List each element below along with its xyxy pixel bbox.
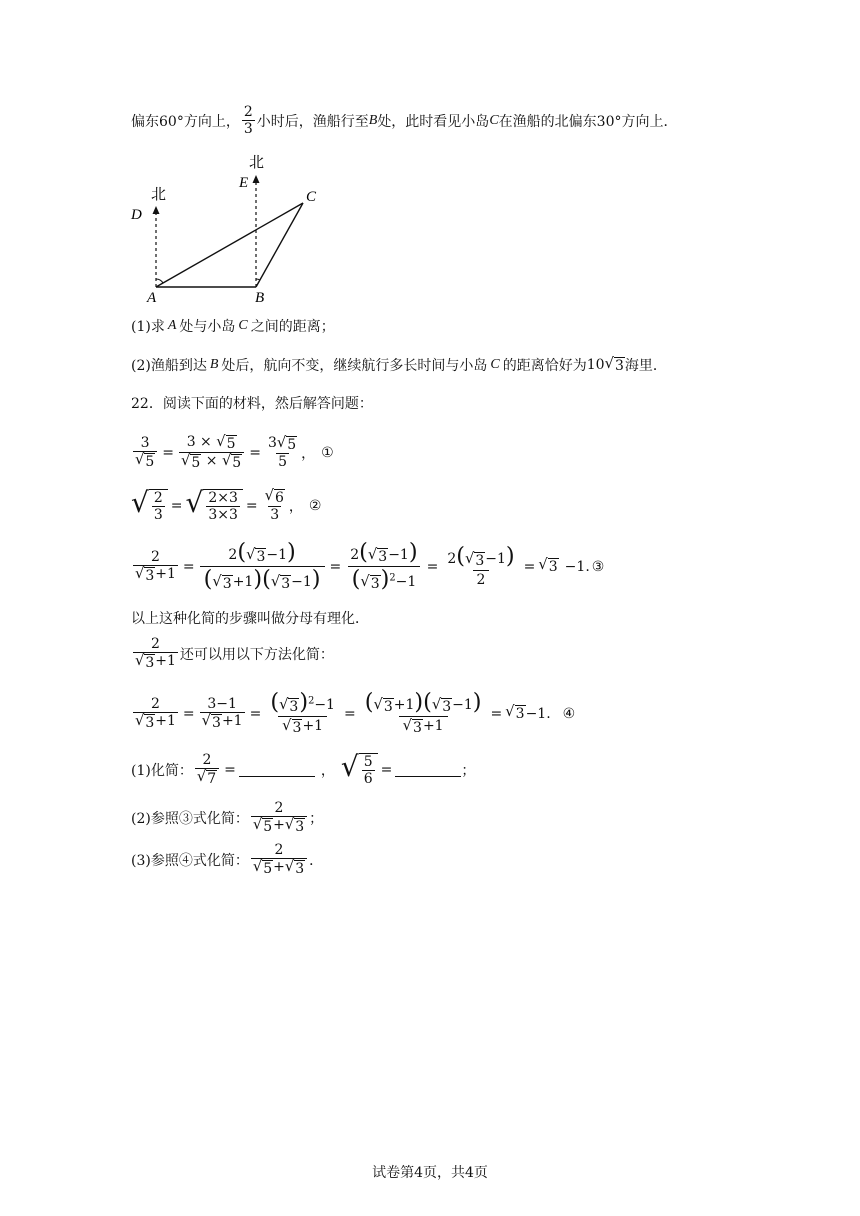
two-thirds-fraction: $\frac{2}{3}$ [243, 104, 253, 138]
q22-sub1: (1)化简： 2 √ 7 = ， √ $\frac{5}{6}$ = ； [131, 749, 476, 788]
rationalize-note: 以上这种化简的步骤叫做分母有理化． [131, 611, 369, 627]
equation-2-marker: ② [308, 497, 322, 514]
q21-p2-text-d: 海里． [624, 358, 667, 374]
page-footer: 试卷第4页，共4页 [372, 1165, 488, 1181]
q21-p2-text-a: (2)渔船到达 [131, 358, 207, 374]
equation-2: √ $\frac{2}{3}$ = √ $\frac{2\times 3}{3\times 3}$ = √ 6 3 ， ② [131, 485, 322, 524]
q21-p1-text-c: 之间的距离； [250, 319, 335, 335]
north-label-left: 北 [151, 187, 167, 203]
equation-4-marker: ④ [562, 705, 576, 722]
north-label-right: 北 [249, 155, 265, 171]
segment-bc [256, 203, 303, 287]
alternative-method-line: 2 √ 3 +1 还可以用以下方法化简： [135, 636, 334, 672]
segment-ac [156, 203, 303, 287]
equation-1: 3 √ 5 = 3 × √ 5 √ 5 × √ 5 = 3 √ 5 5 ， ① [135, 433, 334, 472]
q21-p1-text-a: (1)求 [131, 319, 165, 335]
q22-sub2: (2)参照③式化简： 2 √ 5 + √ 3 ； [131, 800, 324, 836]
sub1-label: (1)化简： [131, 762, 193, 779]
equation-1-marker: ① [321, 444, 334, 461]
label-e: E [239, 175, 249, 191]
q22-sub3: (3)参照④式化简： 2 √ 5 + √ 3 ． [131, 842, 324, 878]
answer-blank-1[interactable] [239, 762, 315, 777]
navigation-diagram [125, 150, 335, 310]
label-d: D [131, 207, 142, 223]
distance-coefficient: 10 [586, 357, 605, 373]
intro-text-a: 偏东60°方向上， [131, 113, 240, 130]
label-b: B [255, 290, 265, 306]
intro-text-b: 小时后，渔船行至 [256, 113, 369, 130]
equation-4: 2 √ 3 +1 = 3−1 √ 3 +1 = ( √ 3 )$^2$−1 √ 3 +1 = ( √ 3 +1)( √ 3 −1) √ 3 +1 = √ 3 −1 . ④ [135, 689, 576, 737]
angle-mark-b [256, 279, 260, 280]
q21-p1-point-c: C [238, 318, 248, 333]
angle-mark-a [156, 279, 163, 283]
q21-p1-text-b: 处与小岛 [179, 319, 236, 335]
q21-p2-text-c: 的距离恰好为 [502, 358, 587, 374]
arrow-up-icon [253, 175, 260, 183]
intro-text-c: 处，此时看见小岛 [377, 113, 490, 130]
point-c-ref: C [489, 112, 499, 128]
sqrt-three: √ 3 [604, 354, 624, 374]
label-a: A [147, 290, 157, 306]
q21-p1-point-a: A [167, 318, 177, 333]
sub2-label: (2)参照③式化简： [131, 810, 249, 827]
q22-heading: 22．阅读下面的材料，然后解答问题： [131, 396, 373, 412]
equation-3: 2 √ 3 +1 = 2( √ 3 −1) ( √ 3 +1)( √ 3 −1) = 2( √ 3 −1) ( √ 3 )$^2$−1 = 2( √ 3 −1) 2 = √ 3 −1 . ③ [135, 539, 605, 593]
intro-text-d: 在渔船的北偏东30°方向上． [498, 113, 678, 130]
q21-p2-point-c: C [490, 357, 500, 372]
point-b-ref: B [368, 112, 378, 128]
q21-p2-point-b: B [209, 357, 219, 372]
intro-line [131, 104, 677, 137]
q21-part1 [131, 316, 335, 336]
sub3-label: (3)参照④式化简： [131, 852, 249, 869]
equation-3-marker: ③ [591, 558, 605, 575]
answer-blank-2[interactable] [395, 762, 461, 777]
alternative-method-text: 还可以用以下方法化简： [179, 646, 334, 663]
label-c: C [306, 189, 317, 205]
arrow-up-icon [153, 206, 160, 214]
q21-p2-text-b: 处后，航向不变，继续航行多长时间与小岛 [221, 358, 488, 374]
q21-part2 [131, 355, 667, 375]
